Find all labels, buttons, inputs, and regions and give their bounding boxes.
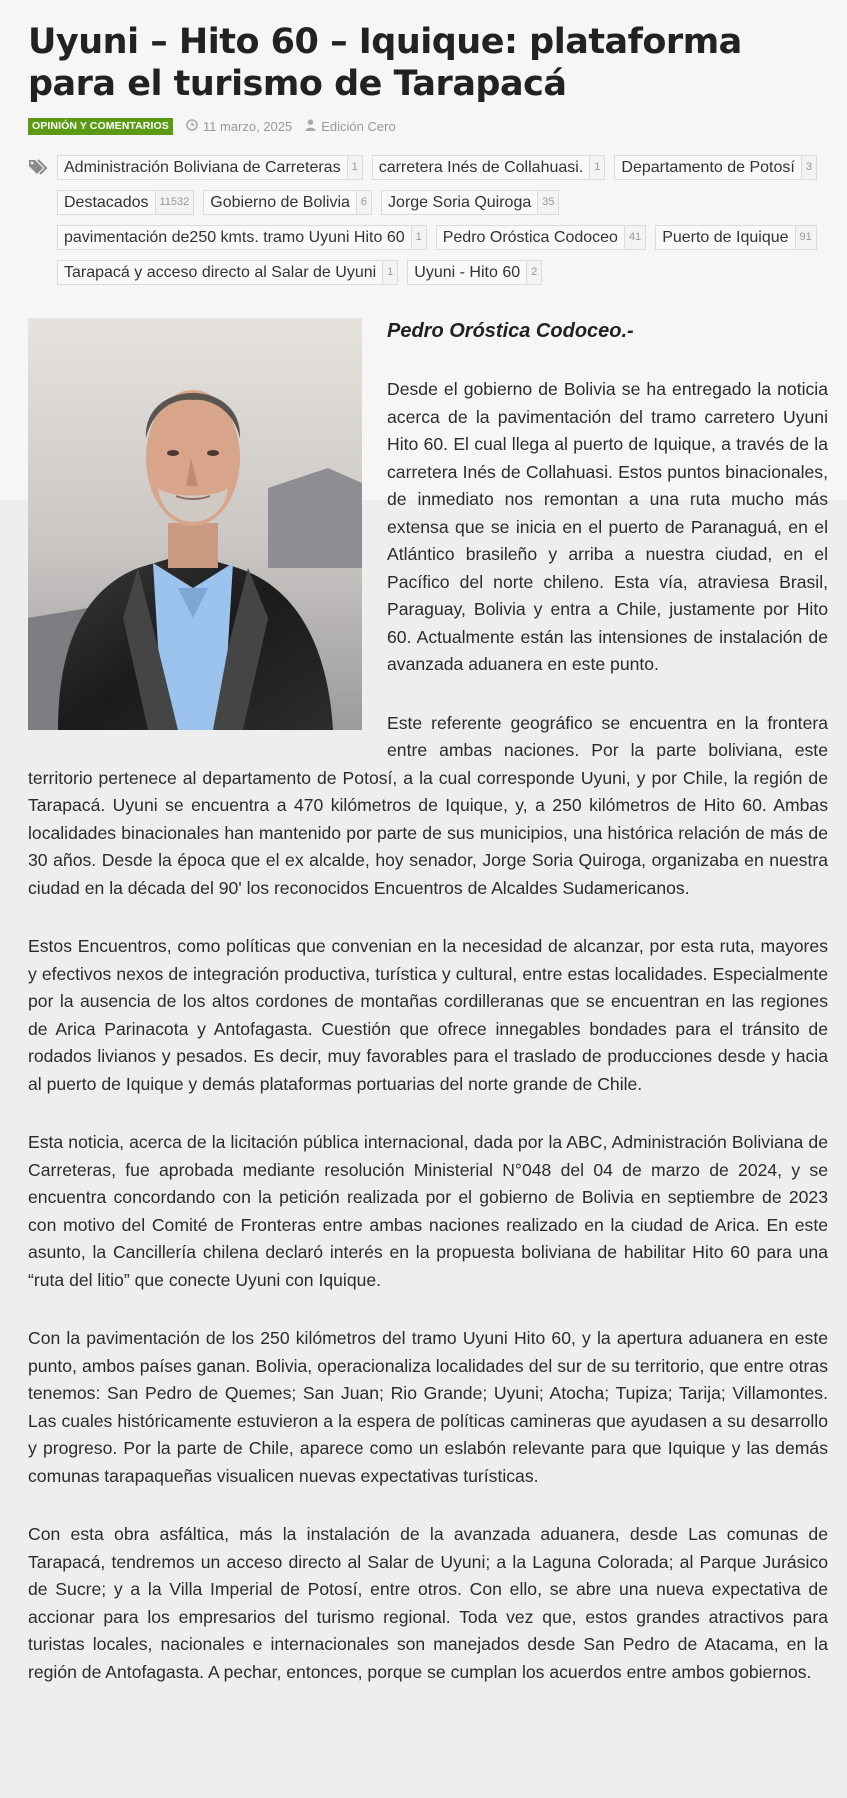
tag-count: 35 xyxy=(537,191,558,214)
post-author[interactable] xyxy=(305,119,395,134)
tag-count: 1 xyxy=(382,261,397,284)
article-paragraph: Este referente geográfico se encuentra en la frontera entre ambas naciones. Por la parte boliviana, este territorio pertenece al departamento de Potosí, a la cual corresponde Uyuni, y por Chile, la región de Tarapacá. Uyuni se encuentra a 470 kilómetros de Iquique, y, a 250 kilómetros de Hito 60. Ambas localidades binacionales han mantenido por parte de sus municipios, una histórica relación de más de 30 años. Desde la época que el ex alcalde, hoy senador, Jorge Soria Quiroga, organizaba en nuestra ciudad en la década del 90' los reconocidos Encuentros de Alcaldes Sudamericanos. xyxy=(28,712,828,898)
tag-item[interactable] xyxy=(381,190,559,215)
post-date xyxy=(186,119,292,134)
tag-label: Pedro Oróstica Codoceo xyxy=(442,229,618,246)
user-icon xyxy=(305,119,316,134)
article-body xyxy=(28,318,828,1686)
article-paragraph: Estos Encuentros, como políticas que convenian en la necesidad de alcanzar, por esta ruta, mayores y efectivos nexos de integración productiva, turística y cultural, entre estas localidades. Especialmente por la ausencia de los altos cordones de montañas cordilleranas que se encuentran en las regiones de Arica Parinacota y Antofagasta. Cuestión que ofrece innegables bondades para el tránsito de rodados livianos y pesados. Es decir, muy favorables para el traslado de producciones desde y hacia al puerto de Iquique y demás plataformas portuarias del norte grande de Chile. xyxy=(28,936,828,1094)
tag-item[interactable] xyxy=(407,260,542,285)
tag-count: 41 xyxy=(624,226,645,249)
tag-item[interactable] xyxy=(57,225,427,250)
tag-label: carretera Inés de Collahuasi. xyxy=(378,159,584,176)
article-container xyxy=(28,0,828,1717)
category-badge[interactable]: OPINIÓN Y COMENTARIOS xyxy=(28,118,173,135)
tag-label: Departamento de Potosí xyxy=(621,159,795,176)
tag-label: pavimentación de250 kmts. tramo Uyuni Hito 60 xyxy=(64,229,405,246)
article-paragraph: Con esta obra asfáltica, más la instalación de la avanzada aduanera, desde Las comunas de Tarapacá, tendremos un acceso directo al Salar de Uyuni; a la Laguna Colorada; al Parque Jurásico de Sucre; y a la Villa Imperial de Potosí, entre otros. Con ello, se abre una nueva expectativa de accionar para los empresarios del turismo regional. Toda vez que, estos grandes atractivos para turistas locales, nacionales e internacionales son manejados desde San Pedro de Atacama, en la región de Antofagasta. A pechar, entonces, porque se cumplan los acuerdos entre ambos gobiernos. xyxy=(28,1524,828,1682)
author-byline: Pedro Oróstica Codoceo.- xyxy=(387,320,634,342)
clock-icon xyxy=(186,119,198,134)
tag-count: 11532 xyxy=(155,191,194,214)
tag-item[interactable] xyxy=(57,190,194,215)
tag-label: Administración Boliviana de Carreteras xyxy=(64,159,341,176)
tag-label: Jorge Soria Quiroga xyxy=(388,194,532,211)
tag-count: 6 xyxy=(356,191,371,214)
post-date-text: 11 marzo, 2025 xyxy=(202,118,293,134)
article-title: Uyuni – Hito 60 – Iquique: plataforma para el turismo de Tarapacá xyxy=(28,22,742,104)
tag-count: 1 xyxy=(347,156,362,179)
article-paragraph: Desde el gobierno de Bolivia se ha entregado la noticia acerca de la pavimentación del tramo carretero Uyuni Hito 60. El cual llega al puerto de Iquique, a través de la carretera Inés de Collahuasi. Estos puntos binacionales, de inmediato nos remontan a una ruta mucho más extensa que se inicia en el puerto de Paranaguá, en el Atlántico brasileño y arriba a nuestra ciudad, en el Pacífico del norte chileno. Esta vía, atraviesa Brasil, Paraguay, Bolivia y entra a Chile, justamente por Hito 60. Actualmente están las intensiones de instalación de avanzada aduanera en este punto. xyxy=(387,379,828,674)
article-meta xyxy=(28,117,828,135)
tag-item[interactable] xyxy=(203,190,372,215)
article-paragraph: Esta noticia, acerca de la licitación pública internacional, dada por la ABC, Administración Boliviana de Carreteras, fue aprobada mediante resolución Ministerial N°048 del 04 de marzo de 2024, y se encuentra concordando con la petición realizada por el gobierno de Bolivia en septiembre de 2023 con motivo del Comité de Fronteras entre ambas naciones realizado en la ciudad de Arica. En este asunto, la Cancillería chilena declaró interés en la propuesta boliviana de habilitar Hito 60 para una “ruta del litio” que conecte Uyuni con Iquique. xyxy=(28,1132,828,1290)
author-photo xyxy=(28,318,362,730)
tags-icon xyxy=(28,158,50,176)
post-author-text: Edición Cero xyxy=(321,118,396,134)
tag-label: Puerto de Iquique xyxy=(662,229,789,246)
tag-item[interactable] xyxy=(372,155,606,180)
tag-count: 1 xyxy=(589,156,604,179)
tag-item[interactable] xyxy=(57,155,363,180)
tag-label: Destacados xyxy=(64,194,149,211)
tag-label: Uyuni - Hito 60 xyxy=(414,264,521,281)
tag-item[interactable] xyxy=(436,225,646,250)
tag-count: 91 xyxy=(795,226,816,249)
tag-item[interactable] xyxy=(614,155,817,180)
tag-count: 2 xyxy=(526,261,541,284)
tag-count: 1 xyxy=(411,226,426,249)
tags-section xyxy=(28,155,828,295)
tag-label: Tarapacá y acceso directo al Salar de Uyuni xyxy=(64,264,377,281)
article-paragraph: Con la pavimentación de los 250 kilómetros del tramo Uyuni Hito 60, y la apertura aduanera en este punto, ambos países ganan. Bolivia, operacionaliza localidades del sur de su territorio, que entre otras tenemos: San Pedro de Quemes; San Juan; Rio Grande; Uyuni; Atocha; Tupiza; Tarija; Villamontes. Las cuales históricamente estuvieron a la espera de políticas camineras que ayudasen a su desarrollo y progreso. Por la parte de Chile, aparece como un eslabón relevante para que Iquique y las demás comunas tarapaqueñas visualicen nuevas expectativas turísticas. xyxy=(28,1328,828,1486)
tag-label: Gobierno de Bolivia xyxy=(210,194,350,211)
tag-item[interactable] xyxy=(57,260,398,285)
tag-count: 3 xyxy=(801,156,816,179)
tags-list xyxy=(57,155,828,295)
tag-item[interactable] xyxy=(655,225,817,250)
